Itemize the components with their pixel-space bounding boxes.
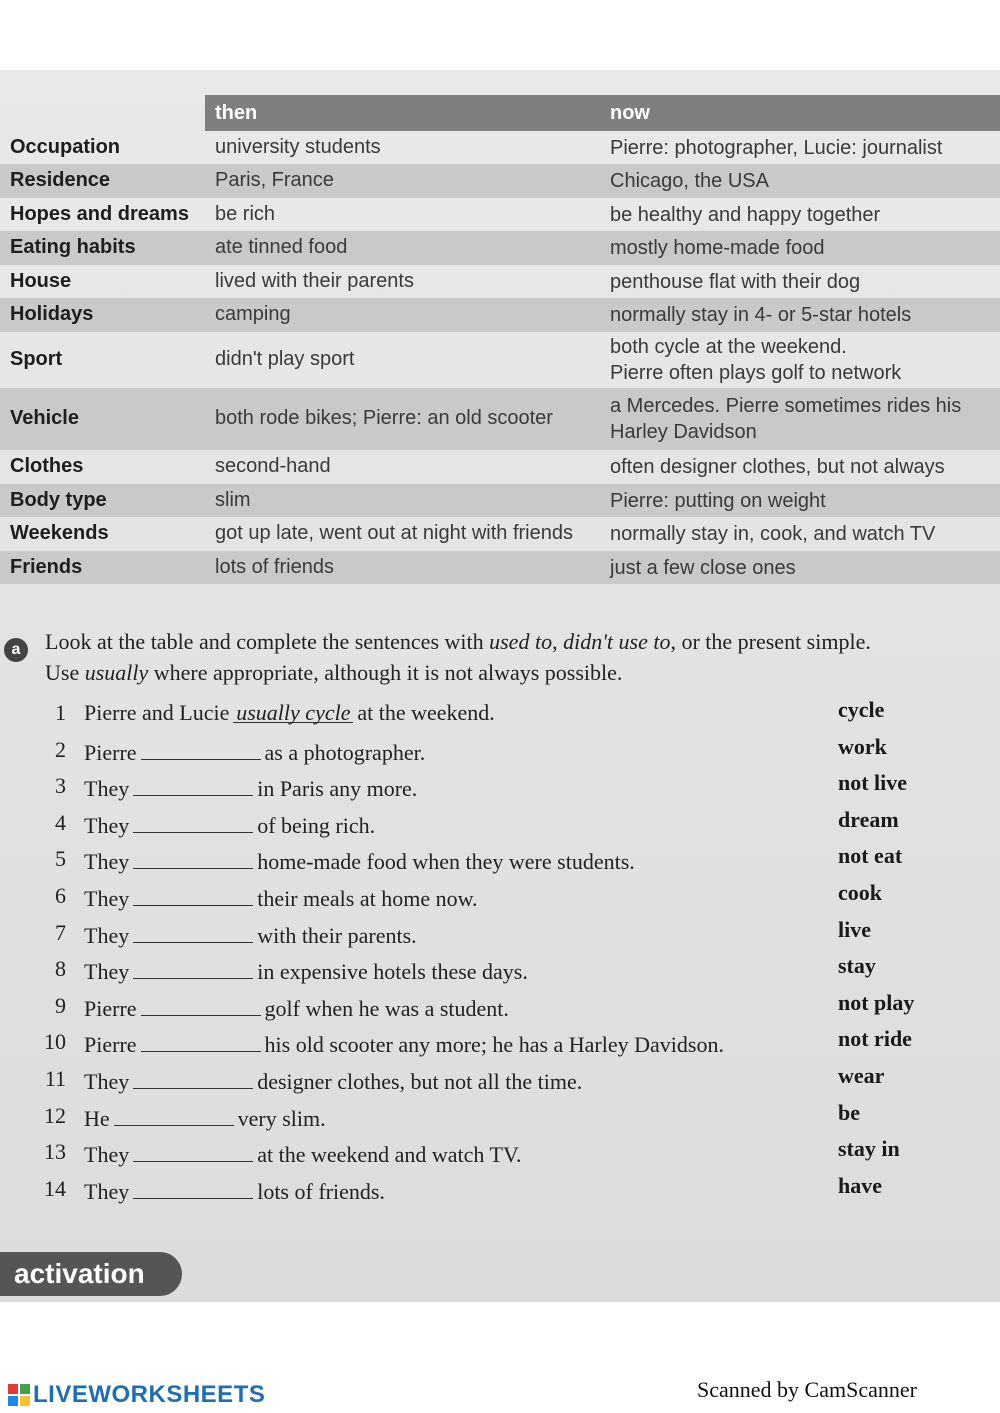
item-sentence xyxy=(84,846,635,875)
item-sentence xyxy=(84,883,478,912)
item-number: 8 xyxy=(55,956,66,982)
exercise-item xyxy=(0,1139,830,1173)
header-then: then xyxy=(215,102,258,124)
answer-blank[interactable] xyxy=(133,1139,253,1162)
row-then: second-hand xyxy=(215,455,331,477)
item-ending: his old scooter any more; he has a Harley Davidson. xyxy=(264,1032,724,1058)
table-row xyxy=(0,388,1000,450)
item-subject: Pierre xyxy=(84,739,137,765)
row-now xyxy=(610,269,990,295)
item-number: 4 xyxy=(55,809,66,835)
row-now-line: normally stay in 4- or 5-star hotels xyxy=(610,304,912,326)
exercise-item xyxy=(0,956,830,990)
exercise-item xyxy=(0,1103,830,1137)
answer-blank[interactable] xyxy=(133,846,253,869)
row-now xyxy=(610,521,990,547)
item-sentence xyxy=(84,737,425,766)
row-now xyxy=(610,302,990,328)
row-now xyxy=(610,488,990,514)
item-subject: They xyxy=(84,812,130,838)
item-sentence xyxy=(84,700,495,726)
item-subject: They xyxy=(84,849,130,875)
table-row xyxy=(0,517,1000,551)
row-then: camping xyxy=(215,303,291,325)
item-ending: of being rich. xyxy=(257,812,376,838)
exercise-item xyxy=(0,993,830,1027)
row-category: Friends xyxy=(10,556,83,578)
row-now xyxy=(610,334,990,386)
exercise-item xyxy=(0,846,830,880)
row-now xyxy=(610,168,990,194)
item-ending: in expensive hotels these days. xyxy=(257,959,528,985)
item-subject: They xyxy=(84,776,130,802)
row-now-line: normally stay in, cook, and watch TV xyxy=(610,523,936,545)
row-category: Occupation xyxy=(10,136,121,158)
row-now-line: Pierre: photographer, Lucie: journalist xyxy=(610,137,943,159)
row-category: Vehicle xyxy=(10,407,79,429)
exercise-item xyxy=(0,1029,830,1063)
verb-prompt: stay xyxy=(838,953,876,979)
item-number: 14 xyxy=(44,1175,66,1201)
verb-prompt: wear xyxy=(838,1063,885,1088)
item-sentence xyxy=(84,810,375,839)
item-subject: They xyxy=(84,1142,130,1168)
verb-prompt: not eat xyxy=(838,843,903,869)
row-now xyxy=(610,393,990,445)
table-row xyxy=(0,164,1000,198)
row-now xyxy=(610,202,990,228)
item-ending: at the weekend. xyxy=(357,700,495,725)
exercise-item xyxy=(0,810,830,844)
exercise-badge: a xyxy=(4,638,28,662)
item-sentence xyxy=(84,1066,582,1095)
item-ending: in Paris any more. xyxy=(257,776,418,802)
scanner-credit: Scanned by CamScanner xyxy=(697,1377,917,1402)
row-now xyxy=(610,454,990,480)
row-then: lived with their parents xyxy=(215,270,414,292)
row-category: Residence xyxy=(10,169,111,191)
row-then: both rode bikes; Pierre: an old scooter xyxy=(215,407,553,429)
item-sentence xyxy=(84,1103,326,1132)
row-now xyxy=(610,135,990,161)
row-category: Holidays xyxy=(10,303,94,325)
item-sentence xyxy=(84,1029,724,1058)
verb-prompt: have xyxy=(838,1172,882,1198)
verb-prompt: live xyxy=(838,916,871,942)
item-ending: home-made food when they were students. xyxy=(257,849,635,875)
item-number: 13 xyxy=(44,1139,66,1165)
table-header xyxy=(205,95,1000,131)
row-now xyxy=(610,235,990,261)
row-now-line: both cycle at the weekend. xyxy=(610,336,847,358)
item-subject: They xyxy=(84,959,130,985)
item-sentence xyxy=(84,1139,522,1168)
row-category: Body type xyxy=(10,489,107,511)
verb-prompt: stay in xyxy=(838,1136,900,1162)
answer-blank[interactable] xyxy=(133,773,253,796)
exercise-item xyxy=(0,920,830,954)
item-number: 2 xyxy=(55,736,66,762)
row-category: Eating habits xyxy=(10,236,136,258)
header-now: now xyxy=(610,102,650,124)
item-number: 12 xyxy=(44,1102,66,1128)
row-now-line: Harley Davidson xyxy=(610,421,757,443)
row-then: didn't play sport xyxy=(215,348,355,370)
item-subject: Pierre and Lucie xyxy=(84,700,230,725)
item-ending: designer clothes, but not all the time. xyxy=(257,1069,583,1094)
row-then: Paris, France xyxy=(215,169,334,191)
item-subject: They xyxy=(84,922,130,948)
answer-blank[interactable] xyxy=(133,883,253,906)
row-category: Clothes xyxy=(10,455,84,477)
verb-prompt: not play xyxy=(838,989,915,1015)
logo-text: LIVEWORKSHEETS xyxy=(33,1381,266,1408)
row-now-line: be healthy and happy together xyxy=(610,204,881,226)
item-number: 1 xyxy=(55,700,66,725)
table-row xyxy=(0,265,1000,298)
verb-prompt: not ride xyxy=(838,1026,912,1052)
item-number: 5 xyxy=(55,846,66,872)
item-sentence xyxy=(84,956,528,985)
verb-prompt: dream xyxy=(838,806,899,832)
item-ending: lots of friends. xyxy=(257,1178,385,1204)
item-subject: Pierre xyxy=(84,995,137,1021)
row-now-line: Chicago, the USA xyxy=(610,170,769,192)
row-now xyxy=(610,555,990,581)
item-number: 7 xyxy=(55,919,66,945)
activation-heading: activation xyxy=(0,1252,182,1296)
item-ending: at the weekend and watch TV. xyxy=(257,1142,522,1168)
answer-blank[interactable] xyxy=(141,737,261,760)
item-sentence xyxy=(84,920,417,949)
row-category: Hopes and dreams xyxy=(10,203,189,225)
table-row xyxy=(0,484,1000,517)
answer-blank[interactable] xyxy=(133,1176,253,1199)
table-row xyxy=(0,198,1000,231)
table-row xyxy=(0,131,1000,164)
item-number: 11 xyxy=(44,1066,66,1091)
answer-blank[interactable]: usually cycle xyxy=(233,700,353,723)
item-ending: with their parents. xyxy=(257,922,417,948)
answer-blank[interactable] xyxy=(133,810,253,833)
answer-blank[interactable] xyxy=(141,993,261,1016)
row-now-line: a Mercedes. Pierre sometimes rides his xyxy=(610,395,962,417)
answer-blank[interactable] xyxy=(133,956,253,979)
row-now-line: Pierre: putting on weight xyxy=(610,490,826,512)
answer-blank[interactable] xyxy=(133,1066,253,1089)
item-subject: They xyxy=(84,886,130,911)
exercise-item xyxy=(0,700,830,734)
exercise-item xyxy=(0,1176,830,1210)
exercise-item xyxy=(0,737,830,771)
item-number: 6 xyxy=(55,883,66,908)
logo-squares-icon xyxy=(8,1384,30,1406)
row-then: lots of friends xyxy=(215,556,334,578)
row-then: ate tinned food xyxy=(215,236,348,258)
item-subject: They xyxy=(84,1178,130,1204)
row-category: House xyxy=(10,270,72,292)
verb-prompt: work xyxy=(838,733,887,759)
item-ending: very slim. xyxy=(237,1105,326,1131)
item-ending: their meals at home now. xyxy=(257,886,478,911)
exercise-item xyxy=(0,773,830,807)
item-sentence xyxy=(84,773,417,802)
row-category: Weekends xyxy=(10,522,109,544)
exercise-instruction: Look at the table and complete the sentences with used to, didn't use to, or the present simple. Use usually where appropriate, although it is not always possible. xyxy=(45,629,871,685)
answer-blank[interactable] xyxy=(133,920,253,943)
item-sentence xyxy=(84,1176,385,1205)
row-now-line: mostly home-made food xyxy=(610,237,825,259)
row-now-line: penthouse flat with their dog xyxy=(610,271,861,293)
verb-prompt: be xyxy=(838,1099,860,1125)
table-row xyxy=(0,298,1000,332)
item-subject: Pierre xyxy=(84,1032,137,1058)
item-number: 9 xyxy=(55,992,66,1018)
exercise-item xyxy=(0,883,830,917)
item-subject: He xyxy=(84,1105,110,1131)
verb-prompt: not live xyxy=(838,770,908,796)
row-now-line: Pierre often plays golf to network xyxy=(610,362,902,384)
answer-blank[interactable] xyxy=(141,1029,261,1052)
verb-prompt: cycle xyxy=(838,697,885,722)
liveworksheets-logo xyxy=(8,1380,265,1410)
row-then: be rich xyxy=(215,203,276,225)
table-row xyxy=(0,231,1000,265)
exercise-item xyxy=(0,1066,830,1100)
item-subject: They xyxy=(84,1069,130,1094)
row-then: got up late, went out at night with friends xyxy=(215,522,573,544)
table-row xyxy=(0,551,1000,584)
item-number: 10 xyxy=(44,1029,66,1055)
row-now-line: just a few close ones xyxy=(610,557,796,579)
item-number: 3 xyxy=(55,773,66,799)
row-then: university students xyxy=(215,136,381,158)
verb-prompt: cook xyxy=(838,880,882,905)
row-then: slim xyxy=(215,489,251,511)
item-ending: as a photographer. xyxy=(264,739,426,765)
row-category: Sport xyxy=(10,348,63,370)
answer-blank[interactable] xyxy=(114,1103,234,1126)
table-row xyxy=(0,450,1000,484)
row-now-line: often designer clothes, but not always xyxy=(610,456,945,478)
item-ending: golf when he was a student. xyxy=(264,995,509,1021)
item-sentence xyxy=(84,993,509,1022)
table-row xyxy=(0,332,1000,388)
